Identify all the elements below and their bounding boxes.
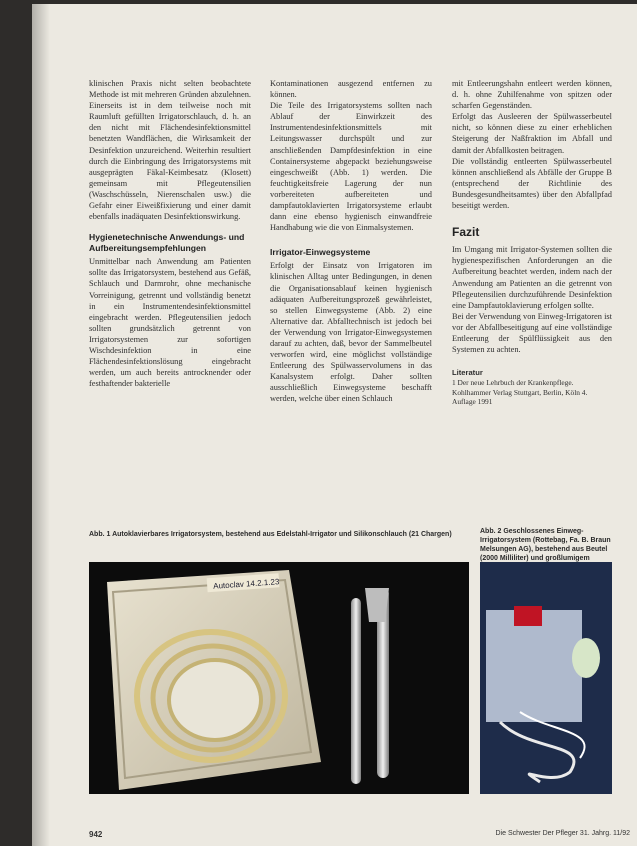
col3-paragraph-3: Die vollständig entleerten Spülwasserbeutel können anschließend als Abfälle der Gruppe B (entsprechend der Richtlinie des Bundesgesundheitsamtes) über den Abfallpfad beseitigt werden. [452,156,612,211]
col3-paragraph-2: Erfolgt das Ausleeren der Spülwasserbeutel nicht, so können diese zu einer erheblichen Steigerung der Naßfraktion im Abfall und damit der Abfallkosten beitragen. [452,112,612,155]
figure-2-photo [480,562,612,794]
figure-2-caption: Abb. 2 Geschlossenes Einweg-Irrigatorsystem (Rottebag, Fa. B. Braun Melsungen AG), bestehend aus Beutel (2000 Milliliter) und großlumigem [480,528,611,562]
pouch-label: Autoclav 14.2.1.23 [212,577,280,591]
disposable-irrigator-illustration [480,562,612,794]
page-number: 942 [89,830,103,839]
col3-paragraph-1: mit Entleerungshahn entleert werden können, d. h. ohne Zuhilfenahme von spitzen oder scharfen Gegenständen. [452,79,612,111]
literature-item: 1 Der neue Lehrbuch der Krankenpflege. Kohlhammer Verlag Stuttgart, Berlin, Köln 4. Auflage 1991 [452,378,588,407]
col1-paragraph-2: Unmittelbar nach Anwendung am Patienten sollte das Irrigatorsystem, bestehend aus Gefäß, Schlauch und Darmrohr, ohne mechanische Vorreinigung, getrennt und vollständig benetzt in ein Instrumentendesinfektionsmittel eingebracht werden. Pflegeutensilien jedoch sollten grundsätzlich getrennt von Irrigatorsystemen zur sofortigen Wischdesinfektion in eine Flächendesinfektionslösung eingebracht werden, um auch bereits antrocknender oder festhaftender bakterielle [89,257,251,389]
col3-paragraph-5: Bei der Verwendung von Einweg-Irrigatoren ist vor der Abfallbeseitigung auf eine vollständige Entleerung der Spülflüssigkeit aus den Systemen zu achten. [452,311,612,355]
col1-heading: Hygienetechnische Anwendungs- und Aufbereitungsempfehlungen [89,232,245,254]
red-clamp [514,606,542,626]
text-column-1 [89,78,251,389]
col2-paragraph-2: Die Teile des Irrigatorsystems sollten nach Ablauf der Einwirkzeit des Instrumentendesinfektionsmittels mit Leitungswasser durchspült und zur anschließenden Dampfdesinfektion in eine Containersysteme abgepackt beziehungsweise eingeschweißt (Abb. 1) werden. Die feuchtigkeitsfreie Lagerung der nun vorbereiteten aufbereiteten und dampfautoklavierten Irrigatorsysteme erlaubt dann eine ebenso hygienisch einwandfreie Handhabung wie die von Einmalsystemen. [270,101,432,233]
text-column-3 [452,78,612,407]
journal-footer: Die Schwester Der Pfleger 31. Jahrg. 11/92 [495,830,630,837]
text-column-2 [270,78,432,405]
col2-paragraph-1: Kontaminationen ausgezend entfernen zu können. [270,79,432,100]
page-gutter-shadow [32,4,50,846]
disposable-bag [486,610,582,722]
literature-heading: Literatur [452,368,483,378]
col1-paragraph-1: klinischen Praxis nicht selten beobachtete Methode ist mit mehreren Gründen abzulehnen. Einerseits ist in dem teilweise noch mit Raumluft gefüllten Irrigatorschlauch, d. h. an den nicht mit Flächendesinfektionsmittel benetzten Wandflächen, die Wirksamkeit der Desinfektion unzureichend. Weiterhin resultiert durch die Einbringung des Irrigatorsystems mit ausgeprägten Fäkal-Keimbesatz (Klosett) gemeinsam mit Pflegeutensilien (Waschschüsseln, Nierenschalen usw.) die Gefahr einer Eiweißfixierung und einer damit ebenfalls inadäquaten Desinfektionswirkung. [89,79,251,222]
col3-paragraph-4: Im Umgang mit Irrigator-Systemen sollten die hygienespezifischen Anforderungen an die Aufbereitung beachtet werden, indem nach der Anwendung am Patienten an die getrennt von Pflegeutensilien durchzuführende Desinfektion eine Dampfautoklavierung erfolgen sollte. [452,245,612,310]
autoclavable-irrigator-illustration [89,562,469,794]
col2-paragraph-3: Erfolgt der Einsatz von Irrigatoren im klinischen Alltag unter Bedingungen, in denen die Organisationsablauf keinen hygienisch adäquaten Aufbereitungsprozeß gewährleistet, so stellen Einwegsysteme (Abb. 2) eine Alternative dar. Abfalltechnisch ist jedoch bei der Verwendung von Irrigator-Einwegsystemen darauf zu achten, daß, bevor der Sammelbeutel verworfen wird, eine möglichst vollständige Entleerung des Spülwasservolumens in das Kanalsystem erfolgt. Daher sollten ausschließlich Einwegsysteme beschafft werden, welche über einen Schlauch [270,261,432,404]
drip-bulb [572,638,600,678]
figure-1-photo [89,562,469,794]
document-page [32,4,637,846]
steel-irrigator-tube [351,598,361,784]
figure-1-caption: Abb. 1 Autoklavierbares Irrigatorsystem, bestehend aus Edelstahl-Irrigator und Silikonschlauch (21 Chargen) [89,531,452,538]
col3-heading-fazit: Fazit [452,225,480,240]
col2-heading: Irrigator-Einwegsysteme [270,247,371,258]
